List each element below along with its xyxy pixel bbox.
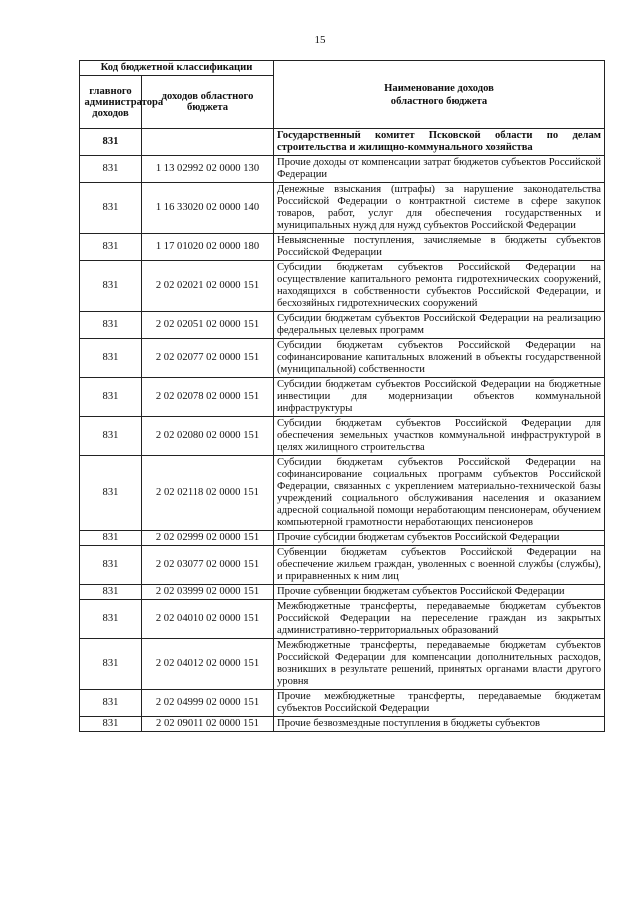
table-row: [80, 600, 605, 639]
cell-admin: 831: [80, 717, 142, 732]
cell-name: Субсидии бюджетам субъектов Российской Федерации на реализацию федеральных целевых программ: [274, 312, 605, 339]
cell-admin: 831: [80, 531, 142, 546]
header-code-text: доходов областного бюджета: [161, 91, 254, 113]
cell-admin: 831: [80, 600, 142, 639]
cell-name: Невыясненные поступления, зачисляемые в бюджеты субъектов Российской Федерации: [274, 234, 605, 261]
table-row: [80, 156, 605, 183]
cell-admin: 831: [80, 690, 142, 717]
cell-admin: 831: [80, 261, 142, 312]
cell-admin: 831: [80, 546, 142, 585]
cell-code: 2 02 02078 02 0000 151: [142, 378, 274, 417]
cell-name: Прочие доходы от компенсации затрат бюджетов субъектов Российской Федерации: [274, 156, 605, 183]
table-row: [80, 639, 605, 690]
table-row: [80, 456, 605, 531]
table-row: [80, 690, 605, 717]
cell-admin: 831: [80, 339, 142, 378]
cell-name: Прочие субсидии бюджетам субъектов Российской Федерации: [274, 531, 605, 546]
header-name: [274, 61, 605, 129]
table-row: [80, 585, 605, 600]
cell-admin: 831: [80, 234, 142, 261]
cell-admin: 831: [80, 129, 142, 156]
cell-code: 1 16 33020 02 0000 140: [142, 183, 274, 234]
cell-name: Субсидии бюджетам субъектов Российской Федерации на бюджетные инвестиции для модернизации объектов коммунальной инфраструктуры: [274, 378, 605, 417]
header-admin: [80, 76, 164, 129]
cell-code: [142, 129, 274, 156]
cell-code: 1 13 02992 02 0000 130: [142, 156, 274, 183]
table-row: [80, 546, 605, 585]
cell-code: 2 02 03077 02 0000 151: [142, 546, 274, 585]
cell-code: 2 02 02999 02 0000 151: [142, 531, 274, 546]
page-number: 15: [314, 34, 326, 46]
header-admin-text: главного администратора доходов: [84, 85, 164, 119]
cell-admin: 831: [80, 639, 142, 690]
cell-code: 2 02 02077 02 0000 151: [142, 339, 274, 378]
cell-name: Прочие безвозмездные поступления в бюджеты субъектов: [274, 717, 605, 732]
table-row: [80, 378, 605, 417]
cell-admin: 831: [80, 378, 142, 417]
table-row: [80, 261, 605, 312]
cell-name: Межбюджетные трансферты, передаваемые бюджетам субъектов Российской Федерации на переселение граждан из закрытых административно-территориальных образований: [274, 600, 605, 639]
table-row: [80, 234, 605, 261]
cell-admin: 831: [80, 417, 142, 456]
cell-code: 2 02 04999 02 0000 151: [142, 690, 274, 717]
cell-admin: 831: [80, 183, 142, 234]
table-row: [80, 312, 605, 339]
cell-name: Межбюджетные трансферты, передаваемые бюджетам субъектов Российской Федерации для компенсации дополнительных расходов, возникших в результате решений, принятых органами власти другого уровня: [274, 639, 605, 690]
cell-admin: 831: [80, 312, 142, 339]
cell-name: Субсидии бюджетам субъектов Российской Федерации для обеспечения земельных участков коммунальной инфраструктурой в целях жилищного строительства: [274, 417, 605, 456]
table-row: [80, 183, 605, 234]
cell-name: Государственный комитет Псковской области по делам строительства и жилищно-коммунального хозяйства: [274, 129, 605, 156]
cell-admin: 831: [80, 456, 142, 531]
cell-admin: 831: [80, 156, 142, 183]
table-row: [80, 339, 605, 378]
cell-name: Субсидии бюджетам субъектов Российской Федерации на софинансирование социальных программ субъектов Российской Федерации, связанных с укреплением материально-технической базы учреждений социального обслуживания населения и оказанием адресной социальной помощи неработающим пенсионерам, обучением компьютерной грамотности неработающих пенсионеров: [274, 456, 605, 531]
cell-name: Прочие субвенции бюджетам субъектов Российской Федерации: [274, 585, 605, 600]
cell-name: Субвенции бюджетам субъектов Российской Федерации на обеспечение жильем граждан, уволенных с военной службы (службы), и приравненных к ним лиц: [274, 546, 605, 585]
table-row: [80, 531, 605, 546]
cell-code: 2 02 04010 02 0000 151: [142, 600, 274, 639]
table-row: [80, 129, 605, 156]
cell-name: Субсидии бюджетам субъектов Российской Федерации на осуществление капитального ремонта гидротехнических сооружений, находящихся в собственности субъектов Российской Федерации, и бесхозяйных гидротехнических сооружений: [274, 261, 605, 312]
table-body: [80, 129, 605, 732]
cell-code: 2 02 02080 02 0000 151: [142, 417, 274, 456]
cell-code: 2 02 02021 02 0000 151: [142, 261, 274, 312]
cell-code: 2 02 09011 02 0000 151: [142, 717, 274, 732]
header-classification-group: Код бюджетной классификации: [80, 61, 274, 76]
cell-code: 2 02 02051 02 0000 151: [142, 312, 274, 339]
cell-name: Денежные взыскания (штрафы) за нарушение законодательства Российской Федерации о контрактной системе в сфере закупок товаров, работ, услуг для обеспечения государственных и муниципальных нужд для нужд субъектов Российской Федерации: [274, 183, 605, 234]
header-name-text: Наименование доходов областного бюджета: [384, 82, 494, 107]
cell-name: Прочие межбюджетные трансферты, передаваемые бюджетам субъектов Российской Федерации: [274, 690, 605, 717]
cell-code: 2 02 02118 02 0000 151: [142, 456, 274, 531]
cell-code: 1 17 01020 02 0000 180: [142, 234, 274, 261]
budget-classification-table: [79, 60, 605, 732]
cell-code: 2 02 04012 02 0000 151: [142, 639, 274, 690]
cell-admin: 831: [80, 585, 142, 600]
table-row: [80, 717, 605, 732]
cell-code: 2 02 03999 02 0000 151: [142, 585, 274, 600]
table-row: [80, 417, 605, 456]
cell-name: Субсидии бюджетам субъектов Российской Федерации на софинансирование капитальных вложений в объекты государственной (муниципальной) собственности: [274, 339, 605, 378]
